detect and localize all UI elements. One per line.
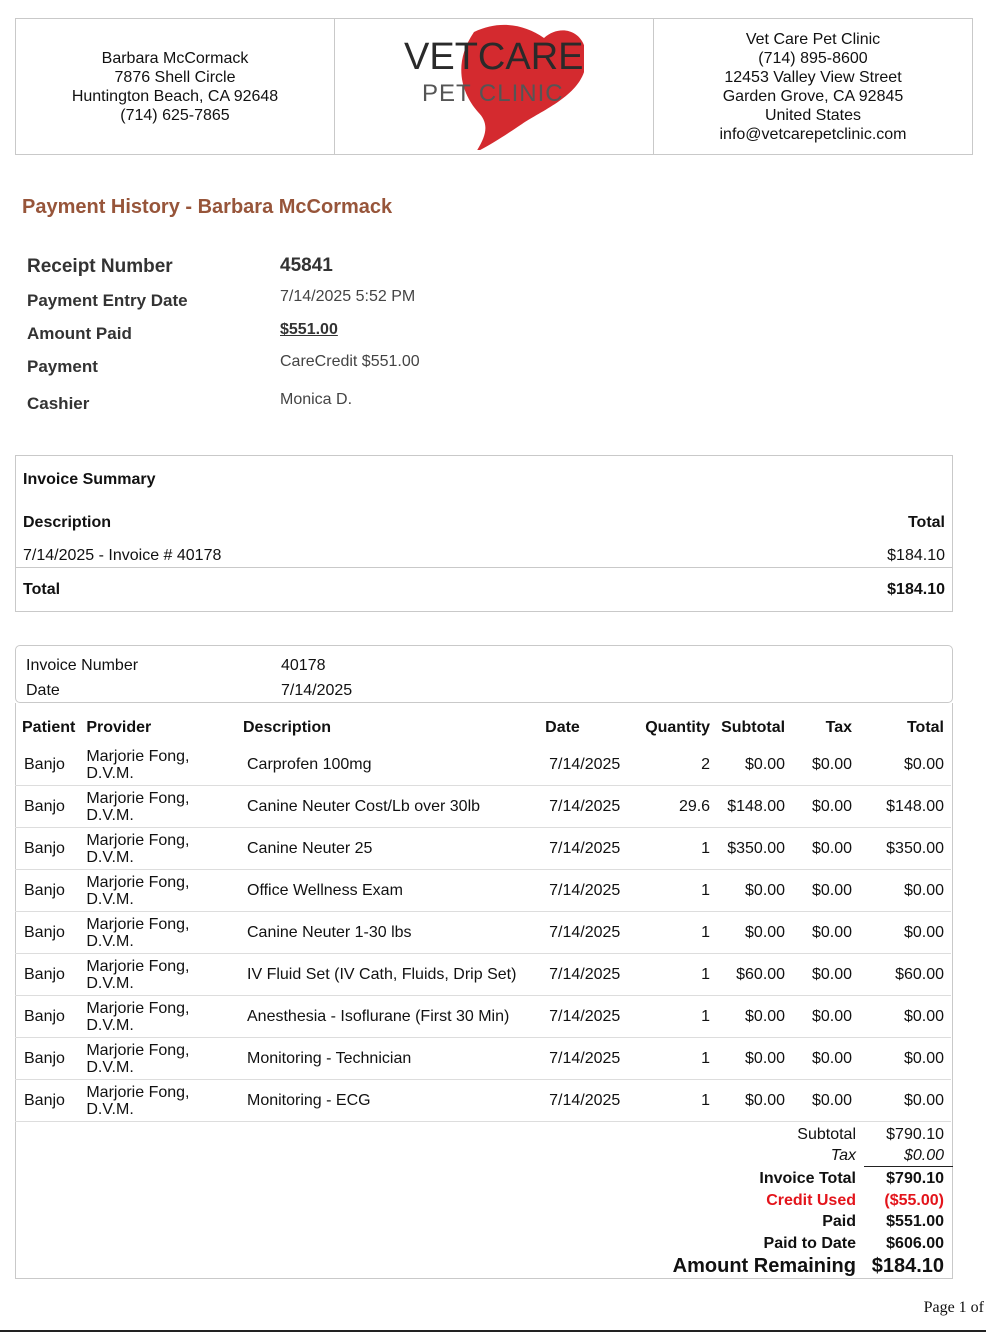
provider-credential: D.V.M. bbox=[86, 1016, 134, 1034]
cell-total: $350.00 bbox=[868, 828, 951, 870]
col-header-quantity: Quantity bbox=[645, 719, 711, 736]
receipt-number-value: 45841 bbox=[280, 255, 333, 276]
payment-label: Payment bbox=[27, 357, 98, 376]
cell-description: Office Wellness Exam bbox=[236, 870, 538, 912]
cashier-label: Cashier bbox=[27, 394, 90, 413]
cell-quantity: 1 bbox=[630, 870, 712, 912]
cell-provider bbox=[82, 786, 236, 828]
summary-total-label: Total bbox=[23, 581, 61, 598]
invoice-summary-title: Invoice Summary bbox=[23, 471, 156, 488]
cell-date: 7/14/2025 bbox=[538, 744, 630, 786]
provider-credential: D.V.M. bbox=[86, 806, 134, 824]
cell-patient: Banjo bbox=[15, 1080, 82, 1122]
cell-date: 7/14/2025 bbox=[538, 786, 630, 828]
cell-date: 7/14/2025 bbox=[538, 912, 630, 954]
cell-tax: $0.00 bbox=[792, 828, 868, 870]
col-header-description: Description bbox=[243, 719, 332, 736]
invoice-date-value: 7/14/2025 bbox=[281, 682, 353, 699]
table-row bbox=[15, 870, 951, 912]
col-header-patient: Patient bbox=[22, 719, 76, 736]
cell-provider bbox=[82, 954, 236, 996]
clinic-logo-cell bbox=[334, 19, 653, 154]
table-row bbox=[15, 996, 951, 1038]
cell-tax: $0.00 bbox=[792, 870, 868, 912]
payment-value: CareCredit $551.00 bbox=[280, 353, 420, 370]
cashier-value: Monica D. bbox=[280, 391, 353, 408]
summary-row-total: $184.10 bbox=[887, 547, 945, 564]
cell-total: $60.00 bbox=[868, 954, 951, 996]
summary-divider bbox=[16, 567, 952, 568]
subtotal-value: $790.10 bbox=[886, 1126, 944, 1143]
cell-quantity: 29.6 bbox=[630, 786, 712, 828]
cell-provider bbox=[82, 1038, 236, 1080]
clinic-email[interactable]: info@vetcarepetclinic.com bbox=[719, 125, 907, 143]
provider-credential: D.V.M. bbox=[86, 764, 134, 782]
table-row bbox=[15, 954, 951, 996]
cell-provider bbox=[82, 996, 236, 1038]
col-header-provider: Provider bbox=[86, 719, 152, 736]
cell-subtotal: $0.00 bbox=[712, 996, 792, 1038]
cell-description: IV Fluid Set (IV Cath, Fluids, Drip Set) bbox=[236, 954, 538, 996]
cell-description: Canine Neuter 1-30 lbs bbox=[236, 912, 538, 954]
client-street: 7876 Shell Circle bbox=[114, 68, 236, 86]
cell-total: $0.00 bbox=[868, 870, 951, 912]
subtotal-label: Subtotal bbox=[797, 1126, 856, 1143]
cell-subtotal: $60.00 bbox=[712, 954, 792, 996]
invoice-total-label: Invoice Total bbox=[759, 1170, 856, 1187]
cell-description: Monitoring - Technician bbox=[236, 1038, 538, 1080]
cell-provider bbox=[82, 870, 236, 912]
cell-subtotal: $0.00 bbox=[712, 1080, 792, 1122]
provider-name: Marjorie Fong, bbox=[86, 915, 190, 933]
summary-total-value: $184.10 bbox=[887, 581, 945, 598]
provider-credential: D.V.M. bbox=[86, 1100, 134, 1118]
cell-date: 7/14/2025 bbox=[538, 828, 630, 870]
provider-name: Marjorie Fong, bbox=[86, 873, 190, 891]
cell-description: Anesthesia - Isoflurane (First 30 Min) bbox=[236, 996, 538, 1038]
invoice-total-value: $790.10 bbox=[886, 1170, 944, 1187]
cell-date: 7/14/2025 bbox=[538, 954, 630, 996]
cell-tax: $0.00 bbox=[792, 744, 868, 786]
cell-total: $0.00 bbox=[868, 744, 951, 786]
cell-provider bbox=[82, 744, 236, 786]
invoice-info-box bbox=[15, 645, 953, 703]
table-row bbox=[15, 744, 951, 786]
footer-rule bbox=[0, 1330, 986, 1332]
provider-credential: D.V.M. bbox=[86, 1058, 134, 1076]
cell-tax: $0.00 bbox=[792, 954, 868, 996]
amount-remaining-label: Amount Remaining bbox=[672, 1255, 856, 1277]
cell-tax: $0.00 bbox=[792, 996, 868, 1038]
page-number: Page 1 of bbox=[923, 1299, 984, 1316]
provider-name: Marjorie Fong, bbox=[86, 789, 190, 807]
cell-provider bbox=[82, 912, 236, 954]
clinic-name: Vet Care Pet Clinic bbox=[745, 30, 881, 48]
cell-quantity: 1 bbox=[630, 1080, 712, 1122]
cell-quantity: 1 bbox=[630, 912, 712, 954]
col-header-date: Date bbox=[545, 719, 580, 736]
summary-row-description: 7/14/2025 - Invoice # 40178 bbox=[23, 547, 222, 564]
payment-date-value: 7/14/2025 5:52 PM bbox=[280, 288, 416, 305]
cell-quantity: 1 bbox=[630, 1038, 712, 1080]
cell-patient: Banjo bbox=[15, 786, 82, 828]
summary-total-header: Total bbox=[907, 514, 945, 531]
cell-patient: Banjo bbox=[15, 1038, 82, 1080]
table-row bbox=[15, 912, 951, 954]
cell-quantity: 1 bbox=[630, 996, 712, 1038]
credit-used-label: Credit Used bbox=[766, 1192, 856, 1209]
cell-tax: $0.00 bbox=[792, 912, 868, 954]
cell-subtotal: $148.00 bbox=[712, 786, 792, 828]
cell-quantity: 2 bbox=[630, 744, 712, 786]
provider-name: Marjorie Fong, bbox=[86, 831, 190, 849]
cell-patient: Banjo bbox=[15, 744, 82, 786]
clinic-address bbox=[653, 19, 972, 154]
client-address bbox=[16, 19, 334, 154]
line-items-table bbox=[15, 712, 951, 1122]
vetcare-logo bbox=[404, 24, 584, 150]
invoice-number-label: Invoice Number bbox=[26, 657, 139, 674]
provider-credential: D.V.M. bbox=[86, 890, 134, 908]
client-city: Huntington Beach, CA 92648 bbox=[71, 87, 279, 105]
cell-patient: Banjo bbox=[15, 996, 82, 1038]
cell-date: 7/14/2025 bbox=[538, 1038, 630, 1080]
page-title: Payment History - Barbara McCormack bbox=[22, 196, 393, 218]
provider-credential: D.V.M. bbox=[86, 932, 134, 950]
provider-name: Marjorie Fong, bbox=[86, 747, 190, 765]
cell-description: Canine Neuter 25 bbox=[236, 828, 538, 870]
credit-used-value: ($55.00) bbox=[884, 1192, 944, 1209]
cell-provider bbox=[82, 1080, 236, 1122]
cell-total: $0.00 bbox=[868, 1080, 951, 1122]
cell-total: $0.00 bbox=[868, 1038, 951, 1080]
cell-provider bbox=[82, 828, 236, 870]
invoice-number-value: 40178 bbox=[281, 657, 326, 674]
table-header-row bbox=[15, 712, 951, 744]
client-phone: (714) 625-7865 bbox=[120, 106, 230, 124]
cell-patient: Banjo bbox=[15, 912, 82, 954]
cell-subtotal: $0.00 bbox=[712, 870, 792, 912]
amount-remaining-value: $184.10 bbox=[871, 1255, 944, 1277]
provider-name: Marjorie Fong, bbox=[86, 957, 190, 975]
cell-subtotal: $0.00 bbox=[712, 1038, 792, 1080]
cell-patient: Banjo bbox=[15, 870, 82, 912]
table-row bbox=[15, 1038, 951, 1080]
tax-label: Tax bbox=[830, 1147, 856, 1164]
clinic-street: 12453 Valley View Street bbox=[724, 68, 902, 86]
logo-text-petclinic: PET CLINIC bbox=[422, 79, 564, 107]
cell-subtotal: $0.00 bbox=[712, 744, 792, 786]
tax-value: $0.00 bbox=[903, 1147, 944, 1164]
cell-description: Canine Neuter Cost/Lb over 30lb bbox=[236, 786, 538, 828]
clinic-city: Garden Grove, CA 92845 bbox=[722, 87, 904, 105]
cell-date: 7/14/2025 bbox=[538, 996, 630, 1038]
cell-date: 7/14/2025 bbox=[538, 870, 630, 912]
cell-tax: $0.00 bbox=[792, 786, 868, 828]
payment-date-label: Payment Entry Date bbox=[27, 291, 188, 310]
provider-name: Marjorie Fong, bbox=[86, 1083, 190, 1101]
table-row bbox=[15, 828, 951, 870]
cell-quantity: 1 bbox=[630, 828, 712, 870]
provider-credential: D.V.M. bbox=[86, 974, 134, 992]
cell-subtotal: $0.00 bbox=[712, 912, 792, 954]
invoice-summary-box bbox=[15, 455, 953, 612]
col-header-total: Total bbox=[906, 719, 944, 736]
cell-patient: Banjo bbox=[15, 954, 82, 996]
table-row bbox=[15, 786, 951, 828]
cell-total: $148.00 bbox=[868, 786, 951, 828]
clinic-phone: (714) 895-8600 bbox=[758, 49, 868, 67]
summary-description-header: Description bbox=[23, 514, 112, 531]
paid-value: $551.00 bbox=[886, 1213, 944, 1230]
cell-description: Carprofen 100mg bbox=[236, 744, 538, 786]
receipt-number-label: Receipt Number bbox=[27, 256, 173, 277]
totals-divider bbox=[864, 1166, 953, 1167]
paid-to-date-label: Paid to Date bbox=[763, 1235, 856, 1252]
paid-to-date-value: $606.00 bbox=[886, 1235, 944, 1252]
amount-paid-label: Amount Paid bbox=[27, 324, 132, 343]
cell-quantity: 1 bbox=[630, 954, 712, 996]
paid-label: Paid bbox=[822, 1213, 856, 1230]
invoice-date-label: Date bbox=[26, 682, 60, 699]
col-header-tax: Tax bbox=[825, 719, 852, 736]
col-header-subtotal: Subtotal bbox=[721, 719, 786, 736]
cell-tax: $0.00 bbox=[792, 1038, 868, 1080]
clinic-country: United States bbox=[764, 106, 862, 124]
provider-name: Marjorie Fong, bbox=[86, 1041, 190, 1059]
cell-date: 7/14/2025 bbox=[538, 1080, 630, 1122]
provider-name: Marjorie Fong, bbox=[86, 999, 190, 1017]
client-name: Barbara McCormack bbox=[101, 49, 249, 67]
cell-subtotal: $350.00 bbox=[712, 828, 792, 870]
cell-total: $0.00 bbox=[868, 912, 951, 954]
table-row bbox=[15, 1080, 951, 1122]
cell-total: $0.00 bbox=[868, 996, 951, 1038]
logo-text-vetcare: VETCARE bbox=[404, 35, 584, 78]
letterhead bbox=[15, 18, 973, 155]
provider-credential: D.V.M. bbox=[86, 848, 134, 866]
amount-paid-value: $551.00 bbox=[280, 321, 338, 338]
cell-description: Monitoring - ECG bbox=[236, 1080, 538, 1122]
cell-tax: $0.00 bbox=[792, 1080, 868, 1122]
cell-patient: Banjo bbox=[15, 828, 82, 870]
